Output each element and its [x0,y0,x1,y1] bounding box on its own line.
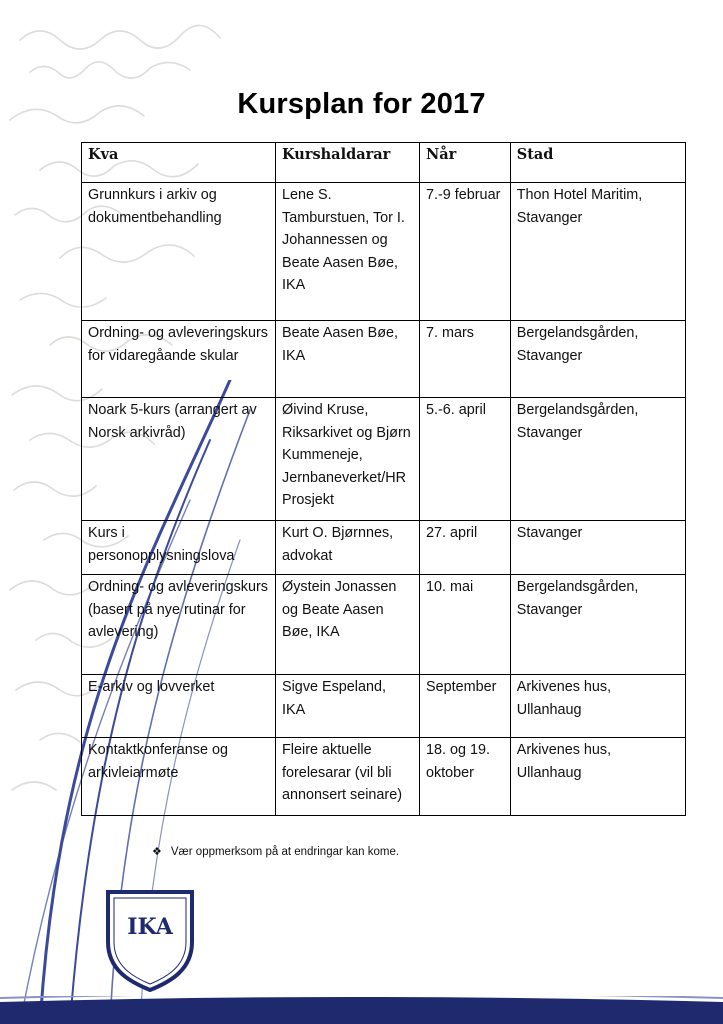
cell-stad: Bergelandsgården, Stavanger [510,398,685,521]
cell-kurshaldarar: Øystein Jonassen og Beate Aasen Bøe, IKA [276,575,420,675]
table-row [82,675,686,738]
cell-stad: Stavanger [510,521,685,575]
cell-stad: Thon Hotel Maritim, Stavanger [510,183,685,321]
bottom-bar [0,996,723,1024]
cell-kva: Ordning- og avleveringskurs (basert på nye rutinar for avlevering) [82,575,276,675]
cell-kurshaldarar: Fleire aktuelle forelesarar (vil bli annonsert seinare) [276,738,420,816]
header-kva: Kva [82,143,276,183]
cell-kurshaldarar: Øivind Kruse, Riksarkivet og Bjørn Kummeneje, Jernbaneverket/HR Prosjekt [276,398,420,521]
cell-kva: E-arkiv og lovverket [82,675,276,738]
header-kurshaldarar: Kurshaldarar [276,143,420,183]
page-title: Kursplan for 2017 [237,88,486,120]
cell-stad: Arkivenes hus, Ullanhaug [510,738,685,816]
change-note [152,845,399,858]
cell-kurshaldarar: Kurt O. Bjørnnes, advokat [276,521,420,575]
header-stad: Stad [510,143,685,183]
cell-naar: September [419,675,510,738]
cell-kva: Kurs i personopplysningslova [82,521,276,575]
note-text: Vær oppmerksom på at endringar kan kome. [170,846,400,858]
cell-naar: 7. mars [419,321,510,398]
cell-stad: Arkivenes hus, Ullanhaug [510,675,685,738]
cell-naar: 5.-6. april [419,398,510,521]
header-naar: Når [419,143,510,183]
table-row [82,521,686,575]
table-row [82,183,686,321]
table-row [82,398,686,521]
cell-kurshaldarar: Lene S. Tamburstuen, Tor I. Johannessen og Beate Aasen Bøe, IKA [276,183,420,321]
cell-naar: 7.-9 februar [419,183,510,321]
logo-text: IKA [127,914,173,940]
table-row [82,321,686,398]
cell-kurshaldarar: Beate Aasen Bøe, IKA [276,321,420,398]
cell-kva: Grunnkurs i arkiv og dokumentbehandling [82,183,276,321]
diamond-bullet-icon: ❖ [152,846,162,858]
table-row [82,575,686,675]
cell-kva: Ordning- og avleveringskurs for vidaregåande skular [82,321,276,398]
cell-stad: Bergelandsgården, Stavanger [510,575,685,675]
cell-kva: Kontaktkonferanse og arkivleiarmøte [82,738,276,816]
table-header-row [82,143,686,183]
ika-logo [100,882,200,992]
cell-naar: 10. mai [419,575,510,675]
table-row [82,738,686,816]
cell-naar: 27. april [419,521,510,575]
cell-kva: Noark 5-kurs (arrangert av Norsk arkivråd) [82,398,276,521]
cell-kurshaldarar: Sigve Espeland, IKA [276,675,420,738]
cell-stad: Bergelandsgården, Stavanger [510,321,685,398]
cell-naar: 18. og 19. oktober [419,738,510,816]
course-table [81,142,686,816]
